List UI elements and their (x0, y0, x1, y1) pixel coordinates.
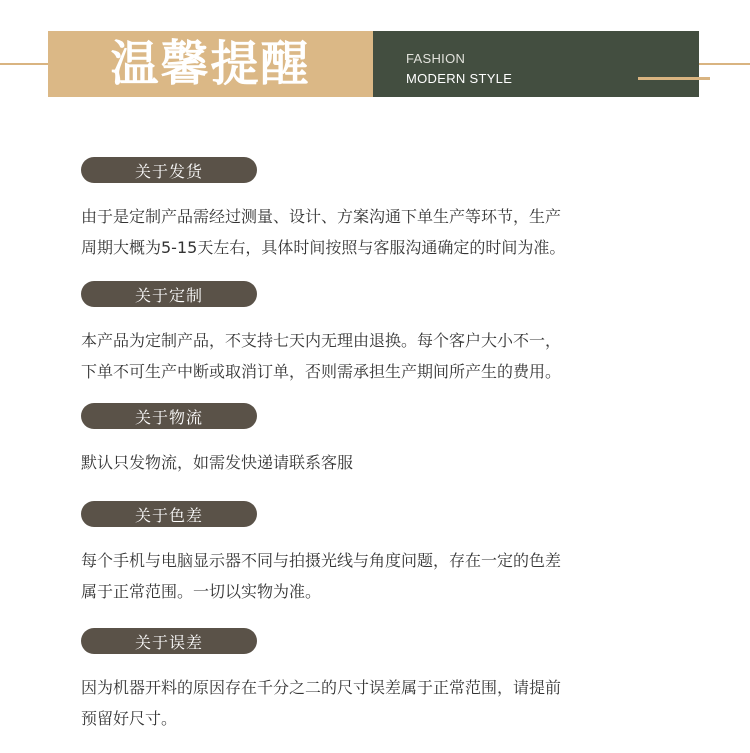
tag-line-modern-style: MODERN STYLE (406, 71, 513, 86)
section-color-difference (81, 501, 671, 607)
body-line: 本产品为定制产品，不支持七天内无理由退换。每个客户大小不一， (81, 331, 562, 350)
body-line: 预留好尺寸。 (81, 709, 178, 728)
body-line: 周期大概为5-15天左右，具体时间按照与客服沟通确定的时间为准。 (81, 238, 566, 257)
body-line: 下单不可生产中断或取消订单，否则需承担生产期间所产生的费用。 (81, 362, 562, 381)
body-line: 由于是定制产品需经过测量、设计、方案沟通下单生产等环节，生产 (81, 207, 562, 226)
tag-accent-line (638, 77, 710, 80)
header-tag-block (373, 31, 699, 97)
body-line: 默认只发物流，如需发快递请联系客服 (81, 453, 354, 472)
section-logistics (81, 403, 671, 478)
section-heading-pill: 关于色差 (81, 501, 257, 527)
section-body (81, 325, 671, 387)
section-body (81, 447, 671, 478)
section-heading-pill: 关于定制 (81, 281, 257, 307)
tag-line-fashion: FASHION (406, 51, 466, 66)
section-heading-pill: 关于发货 (81, 157, 257, 183)
page-title: 温馨提醒 (110, 36, 311, 92)
section-body (81, 672, 671, 734)
header-decor-line-right (698, 63, 750, 65)
section-tolerance (81, 628, 671, 734)
body-line: 每个手机与电脑显示器不同与拍摄光线与角度问题，存在一定的色差 (81, 551, 562, 570)
section-heading-pill: 关于误差 (81, 628, 257, 654)
body-line: 因为机器开料的原因存在千分之二的尺寸误差属于正常范围，请提前 (81, 678, 562, 697)
section-shipping (81, 157, 671, 263)
body-line: 属于正常范围。一切以实物为准。 (81, 582, 322, 601)
header-title-block (48, 31, 373, 97)
section-body (81, 201, 671, 263)
section-heading-pill: 关于物流 (81, 403, 257, 429)
header-decor-line-left (0, 63, 48, 65)
section-body (81, 545, 671, 607)
section-customization (81, 281, 671, 387)
